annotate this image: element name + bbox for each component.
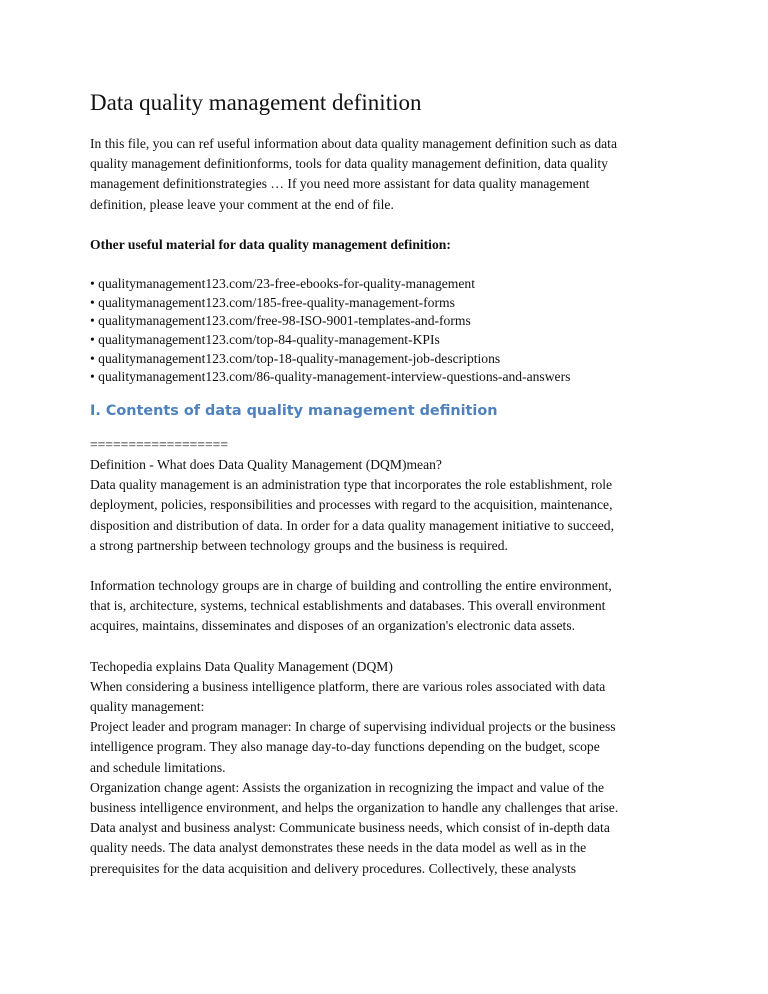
other-material-heading: Other useful material for data quality management definition:	[90, 236, 451, 252]
it-line: Information technology groups are in charge of building and controlling the entire environment,	[90, 578, 612, 593]
techopedia-line: When considering a business intelligence platform, there are various roles associated with data	[90, 678, 606, 694]
definition-line: deployment, policies, responsibilities and processes with regard to the acquisition, maintenance,	[90, 497, 613, 513]
techopedia-line: Project leader and program manager: In charge of supervising individual projects or the business	[90, 719, 616, 735]
definition-paragraph	[90, 455, 690, 556]
definition-line: disposition and distribution of data. In order for a data quality management initiative to succeed,	[90, 517, 614, 533]
intro-line: In this file, you can ref useful information about data quality management definition such as data	[90, 136, 617, 151]
it-line: acquires, maintains, disseminates and disposes of an organization's electronic data assets.	[90, 618, 576, 634]
document-page	[90, 88, 690, 879]
section-heading: I. Contents of data quality management definition	[90, 402, 498, 419]
resource-link-list	[90, 275, 690, 387]
resource-link[interactable]: • qualitymanagement123.com/free-98-ISO-9001-templates-and-forms	[90, 313, 471, 329]
techopedia-line: quality needs. The data analyst demonstrates these needs in the data model as well as in the	[90, 840, 587, 856]
techopedia-paragraph	[90, 657, 690, 879]
techopedia-line: prerequisites for the data acquisition and delivery procedures. Collectively, these analysts	[90, 860, 577, 876]
separator: ==================	[90, 436, 228, 452]
intro-line: quality management definitionforms, tools for data quality management definition, data quality	[90, 156, 608, 172]
techopedia-line: and schedule limitations.	[90, 759, 226, 775]
definition-line: Data quality management is an administration type that incorporates the role establishment, role	[90, 477, 613, 493]
resource-link[interactable]: • qualitymanagement123.com/top-84-quality-management-KPIs	[90, 332, 440, 347]
resource-link[interactable]: • qualitymanagement123.com/185-free-quality-management-forms	[90, 294, 455, 310]
intro-line: management definitionstrategies … If you need more assistant for data quality management	[90, 176, 590, 192]
document-title: Data quality management definition	[90, 90, 422, 115]
resource-link[interactable]: • qualitymanagement123.com/23-free-ebooks-for-quality-management	[90, 276, 475, 292]
it-paragraph	[90, 576, 690, 637]
techopedia-line: intelligence program. They also manage day-to-day functions depending on the budget, scope	[90, 739, 600, 755]
techopedia-line: quality management:	[90, 699, 205, 715]
it-line: that is, architecture, systems, technical establishments and databases. This overall environment	[90, 598, 606, 614]
resource-link[interactable]: • qualitymanagement123.com/86-quality-management-interview-questions-and-answers	[90, 369, 571, 385]
techopedia-line: Techopedia explains Data Quality Management (DQM)	[90, 658, 393, 674]
definition-line: Definition - What does Data Quality Management (DQM)mean?	[90, 456, 442, 472]
techopedia-line: Data analyst and business analyst: Communicate business needs, which consist of in-depth data	[90, 820, 610, 836]
intro-paragraph	[90, 134, 690, 215]
intro-line: definition, please leave your comment at the end of file.	[90, 196, 394, 212]
techopedia-line: business intelligence environment, and helps the organization to handle any challenges that arise.	[90, 800, 619, 816]
definition-line: a strong partnership between technology groups and the business is required.	[90, 537, 508, 553]
techopedia-line: Organization change agent: Assists the organization in recognizing the impact and value of the	[90, 779, 605, 795]
resource-link[interactable]: • qualitymanagement123.com/top-18-quality-management-job-descriptions	[90, 350, 501, 366]
